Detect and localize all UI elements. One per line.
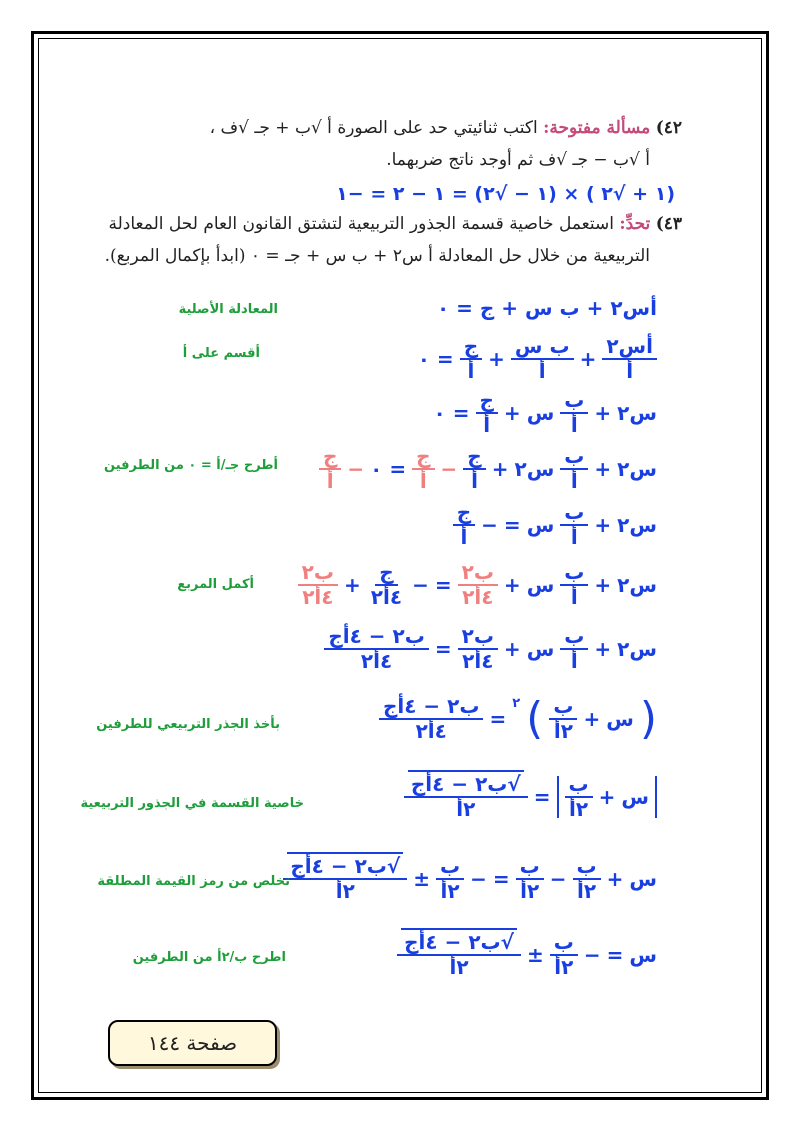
page-number-label: صفحة ١٤٤ <box>108 1020 277 1066</box>
step-isolate: س٢ + $\frac{\text{ب}}{\text{أ}}$ س = − $\frac{\text{ج}}{\text{أ}}$ <box>453 502 657 548</box>
step-square-form: ( س + $\frac{\text{ب}}{\text{٢أ}}$ ) ٢ = $\frac{\text{ب٢ − ٤أج}}{\text{٤أ٢}}$ <box>379 696 657 742</box>
q43-line1 <box>109 214 682 234</box>
step-subtract-c: س٢ + $\frac{\text{ب}}{\text{أ}}$ س٢ + $\frac{\text{ج}}{\text{أ}}$ − $\frac{\text{ج}}{\text{أ}}$ = ٠ − $\frac{\text{ج}}{\text{أ}}$ <box>319 446 657 492</box>
note-subtract-c: أطرح جـ/أ = ٠ من الطرفين <box>104 458 278 473</box>
step-abs-value: س + $\frac{\text{ب}}{\text{٢أ}}$ = $\frac{\text{√ب٢ − ٤أج}}{\text{٢أ}}$ <box>404 774 657 820</box>
step-original-equation: أس٢ + ب س + ج = ٠ <box>436 296 657 320</box>
q42-line1 <box>210 118 682 138</box>
q43-title: تحدِّ: <box>619 214 651 234</box>
note-complete-square: أكمل المربع <box>177 577 254 592</box>
step-simplified: س٢ + $\frac{\text{ب}}{\text{أ}}$ س + $\frac{\text{ج}}{\text{أ}}$ = ٠ <box>433 388 657 437</box>
q43-number: ٤٣) <box>655 214 682 234</box>
step-complete-square: س٢ + $\frac{\text{ب}}{\text{أ}}$ س + $\frac{\text{ب٢}}{\text{٤أ٢}}$ = − $\frac{\text{ج}}{\text{٤أ٢}}$ + $\frac{\text{ب٢}}{\text{٤أ٢}}$ <box>298 562 657 608</box>
note-original: المعادلة الأصلية <box>178 302 278 317</box>
q42-text-2: أ √ب − جـ √ف ثم أوجد ناتج ضربهما. <box>386 150 650 170</box>
q42-answer: (١ + √٢ ) × (١ − √٢) = ١ − ٢ = −١ <box>336 183 675 205</box>
note-divide: أقسم على أ <box>182 346 260 361</box>
step-final-formula: س = − $\frac{\text{ب}}{\text{٢أ}}$ ± $\frac{\text{√ب٢ − ٤أج}}{\text{٢أ}}$ <box>397 932 657 978</box>
q43-text-1: استعمل خاصية قسمة الجذور التربيعية لتشتق القانون العام لحل المعادلة <box>108 214 614 234</box>
q43-text-2: التربيعية من خلال حل المعادلة أ س٢ + ب س + جـ = ٠ (ابدأ بإكمال المربع). <box>104 246 650 266</box>
q42-number: ٤٢) <box>655 118 682 138</box>
q42-text-1: اكتب ثنائيتي حد على الصورة أ √ب + جـ √ف ، <box>209 118 538 138</box>
note-remove-abs: تخلص من رمز القيمة المطلقة <box>97 874 290 889</box>
note-subtract-b: اطرح ب/٢أ من الطرفين <box>132 950 286 965</box>
step-divide: $\frac{\text{أس٢}}{\text{أ}}$ + $\frac{\text{ب س}}{\text{أ}}$ + $\frac{\text{ج}}{\text{أ}}$ = ٠ <box>418 336 657 382</box>
step-combine: س٢ + $\frac{\text{ب}}{\text{أ}}$ س + $\frac{\text{ب٢}}{\text{٤أ٢}}$ = $\frac{\text{ب٢ − ٤أج}}{\text{٤أ٢}}$ <box>324 626 657 672</box>
q42-title: مسألة مفتوحة: <box>543 118 651 138</box>
step-remove-abs: س + $\frac{\text{ب}}{\text{٢أ}}$ − $\frac{\text{ب}}{\text{٢أ}}$ = − $\frac{\text{ب}}{\text{٢أ}}$ ± $\frac{\text{√ب٢ − ٤أج}}{\text{٢أ}}$ <box>283 856 657 902</box>
note-take-root: بأخذ الجذر التربيعي للطرفين <box>96 717 280 732</box>
note-division-property: خاصية القسمة في الجذور التربيعية <box>80 796 304 811</box>
